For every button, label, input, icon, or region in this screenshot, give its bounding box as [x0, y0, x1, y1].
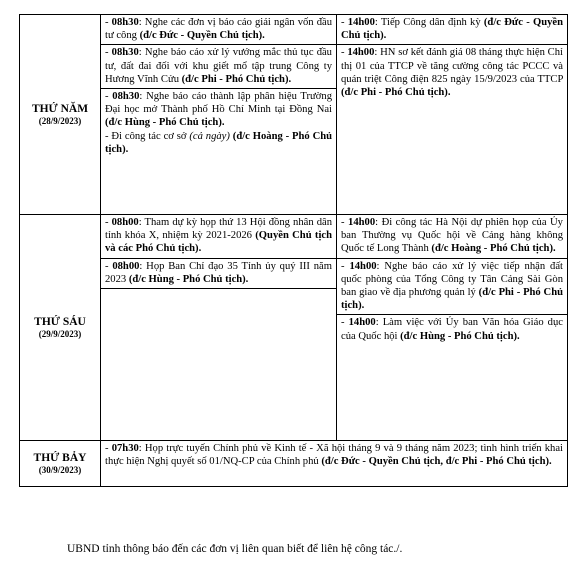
schedule-table: [19, 14, 568, 487]
day-name: THỨ NĂM: [31, 103, 89, 115]
item-extra-prefix: - Đi công tác cơ sở: [105, 130, 190, 142]
item-time: 08h00: [111, 217, 139, 228]
item-owner: (đ/c Phi - Phó Chủ tịch).: [341, 87, 451, 99]
schedule-item: - 14h00: Nghe báo cáo xử lý việc tiếp nhận đất quốc phòng của Tổng Công ty Tân Cảng Sài Gòn ban giao về địa phương quản lý (đ/c Phi - Phó Chủ tịch).: [337, 258, 567, 315]
item-text: : Nghe báo cáo xử lý vướng mắc thủ tục đầu tư, đất đai đối với khu giết mổ tập trung Công ty Hương Vĩnh Cửu: [105, 47, 332, 85]
item-text: : Nghe báo cáo thành lập phân hiệu Trường Đại học mở Thành phố Hồ Chí Minh tại Đồng Nai: [105, 91, 332, 116]
schedule-item: - 08h00: Tham dự kỳ họp thứ 13 Hội đồng nhân dân tỉnh khóa X, nhiệm kỳ 2021-2026 (Quyền Chủ tịch và các Phó Chủ tịch).: [105, 217, 332, 255]
schedule-item: - 08h30: Nghe báo cáo xử lý vướng mắc thủ tục đầu tư, đất đai đối với khu giết mổ tập trung Công ty Hương Vĩnh Cửu (đ/c Phi - Phó Chủ tịch).: [101, 44, 336, 88]
day-cell: [20, 215, 101, 441]
day-date: (28/9/2023): [38, 116, 82, 126]
day-name: THỨ BẢY: [33, 452, 87, 464]
day-cell: [20, 441, 101, 487]
day-name: THỨ SÁU: [34, 316, 86, 328]
item-time: 08h30: [112, 91, 140, 103]
schedule-item: - 07h30: Họp trực tuyến Chính phủ về Kinh tế - Xã hội tháng 9 và 9 tháng năm 2023; tình hình triển khai thực hiện Nghị quyết số 01/NQ-CP của Chính phủ (đ/c Đức - Quyền Chủ tịch, đ/c Phi - Phó Chủ tịch).: [105, 443, 563, 468]
day-date: (30/9/2023): [38, 465, 82, 475]
item-text: : HN sơ kết đánh giá 08 tháng thực hiện Chỉ thị 01 của TTCP về tăng cường công tác PCCC và quán triệt Công điện 825 ngày 15/9/2023 của TTCP: [341, 47, 563, 85]
item-extra-note: (cả ngày): [189, 130, 230, 142]
item-owner: (đ/c Phi - Phó Chủ tịch).: [181, 73, 292, 85]
item-text: : Làm việc với Ủy ban Văn hóa Giáo dục của Quốc hội: [341, 317, 563, 342]
item-time: 08h30: [111, 47, 139, 59]
schedule-row-saturday: [20, 441, 568, 487]
schedule-item: - 08h00: Họp Ban Chỉ đạo 35 Tỉnh ủy quý III năm 2023 (đ/c Hùng - Phó Chủ tịch).: [101, 258, 336, 289]
item-owner: (đ/c Hùng - Phó Chủ tịch).: [400, 330, 520, 342]
schedule-item: - 14h00: Đi công tác Hà Nội dự phiên họp của Ủy ban Thường vụ Quốc hội về Cảng hàng không Quốc tế Long Thành (đ/c Hoàng - Phó Chủ tịch).: [341, 217, 563, 255]
day-date: (29/9/2023): [38, 329, 82, 339]
item-time: 14h00: [348, 217, 376, 228]
item-time: 14h00: [347, 17, 375, 28]
day-cell: [20, 15, 101, 215]
item-text: : Tiếp Công dân định kỳ: [374, 17, 484, 28]
item-owner: (đ/c Hoàng - Phó Chủ tịch).: [431, 243, 556, 255]
item-time: 08h00: [112, 260, 140, 272]
item-time: 14h00: [349, 260, 377, 272]
item-owner: (đ/c Đức - Quyền Chủ tịch).: [139, 30, 265, 42]
item-owner: (đ/c Phi - Phó Chủ tịch).: [341, 287, 563, 312]
item-time: 07h30: [111, 443, 139, 454]
morning-cell: [101, 215, 337, 441]
schedule-item: - 14h00: Tiếp Công dân định kỳ (đ/c Đức - Quyền Chủ tịch).: [341, 17, 563, 42]
schedule-item: - 14h00: Làm việc với Ủy ban Văn hóa Giáo dục của Quốc hội (đ/c Hùng - Phó Chủ tịch).: [337, 314, 567, 344]
item-owner: (đ/c Hùng - Phó Chủ tịch).: [105, 117, 225, 129]
item-owner: (đ/c Đức - Quyền Chủ tịch, đ/c Phi - Phó Chủ tịch).: [321, 456, 552, 468]
item-text: : Tham dự kỳ họp thứ 13 Hội đồng nhân dân tỉnh khóa X, nhiệm kỳ 2021-2026: [105, 217, 332, 242]
item-time: 14h00: [348, 317, 376, 329]
item-text: : Họp trực tuyến Chính phủ về Kinh tế - Xã hội tháng 9 và 9 tháng năm 2023; tình hình triển khai thực hiện Nghị quyết số 01/NQ-CP của Chính phủ: [105, 443, 563, 468]
footer-notice: UBND tỉnh thông báo đến các đơn vị liên quan biết để liên hệ công tác./.: [67, 543, 403, 555]
item-owner: (đ/c Đức - Quyền Chủ tịch).: [341, 17, 563, 42]
schedule-row-thursday: [20, 15, 568, 215]
item-owner: (Quyền Chủ tịch và các Phó Chủ tịch).: [105, 230, 332, 255]
item-text: : Nghe các đơn vị báo cáo giải ngân vốn đầu tư công: [105, 17, 333, 42]
afternoon-cell: [337, 15, 568, 215]
item-time: 08h30: [111, 17, 139, 28]
schedule-item: - 14h00: HN sơ kết đánh giá 08 tháng thực hiện Chỉ thị 01 của TTCP về tăng cường công tác PCCC và quán triệt Công điện 825 ngày 15/9/2023 của TTCP (đ/c Phi - Phó Chủ tịch).: [337, 44, 567, 101]
schedule-item: - 08h30: Nghe các đơn vị báo cáo giải ngân vốn đầu tư công (đ/c Đức - Quyền Chủ tịch).: [105, 17, 333, 42]
item-owner: (đ/c Hùng - Phó Chủ tịch).: [128, 273, 249, 285]
item-text: : Đi công tác Hà Nội dự phiên họp của Ủy ban Thường vụ Quốc hội về Cảng hàng không Quốc tế Long Thành: [341, 217, 563, 255]
item-text: : Nghe báo cáo xử lý việc tiếp nhận đất quốc phòng của Tổng Công ty Tân Cảng Sài Gòn ban giao về địa phương quản lý: [341, 260, 563, 299]
item-text: : Họp Ban Chỉ đạo 35 Tỉnh ủy quý III năm 2023: [105, 260, 332, 285]
item-extra-owner: (đ/c Hoàng - Phó Chủ tịch).: [105, 130, 333, 155]
morning-cell: [101, 15, 337, 215]
afternoon-cell: [337, 215, 568, 441]
item-time: 14h00: [347, 47, 375, 59]
schedule-row-friday: [20, 215, 568, 441]
schedule-item: - 08h30: Nghe báo cáo thành lập phân hiệu Trường Đại học mở Thành phố Hồ Chí Minh tại Đồng Nai (đ/c Hùng - Phó Chủ tịch). - Đi công tác cơ sở (cả ngày) (đ/c Hoàng - Phó Chủ tịch).: [101, 88, 336, 158]
full-day-cell: [101, 441, 568, 487]
